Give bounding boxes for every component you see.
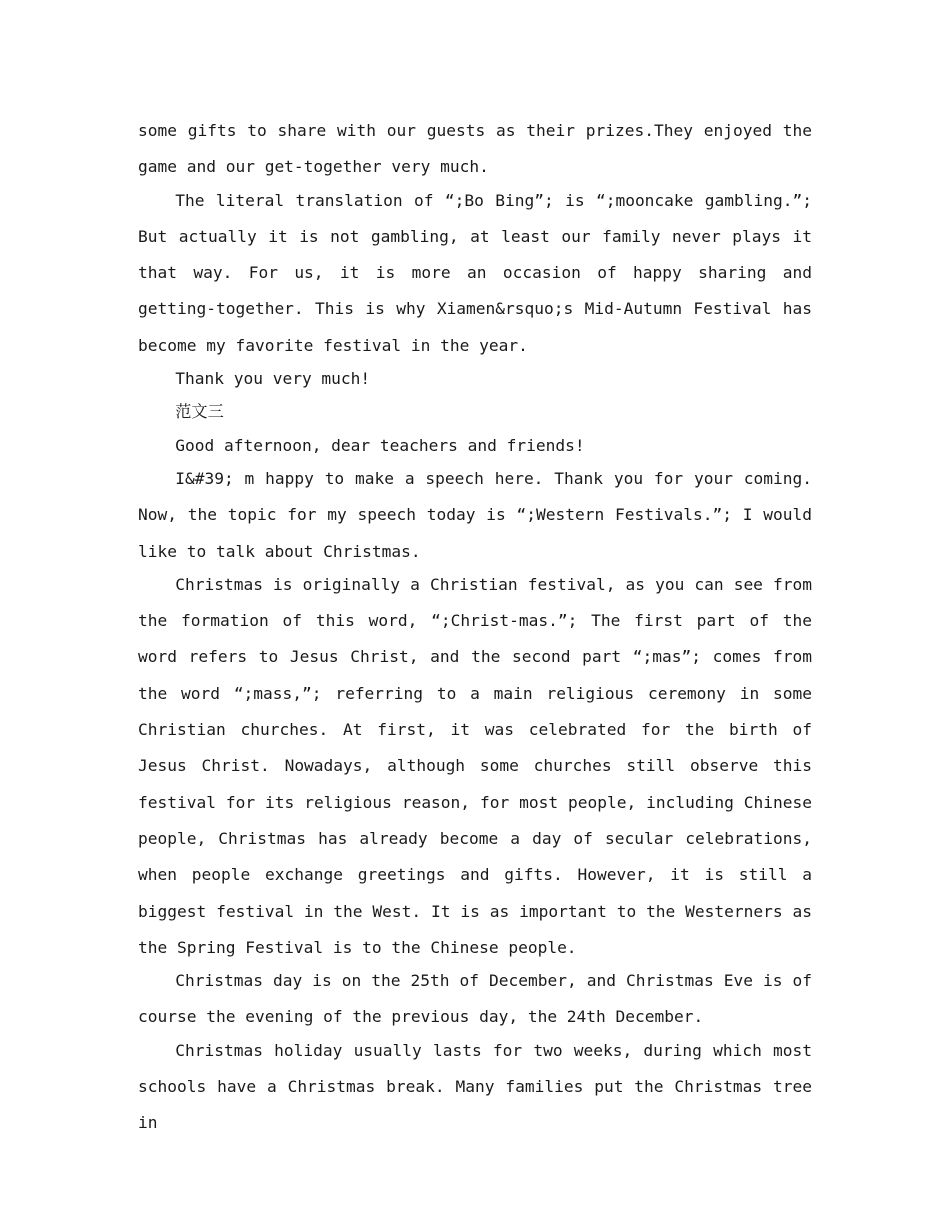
- section-heading-sample-three: 范文三: [175, 402, 224, 422]
- paragraph-thank-you: Thank you very much!: [175, 369, 371, 389]
- paragraph-christmas-origin: Christmas is originally a Christian festival, as you can see from the formation of this word, “;Christ-mas.”; The first part of the word refers to Jesus Christ, and the second part “;mas”; comes from the word “;mass,”; referring to a main religious ceremony in some Christian churches. At first, it was celebrated for the birth of Jesus Christ. Nowadays, although some churches still observe this festival for its religious reason, for most people, including Chinese people, Christmas has already become a day of secular celebrations, when people exchange greetings and gifts. However, it is still a biggest festival in the West. It is as important to the Westerners as the Spring Festival is to the Chinese people.: [138, 574, 812, 957]
- document-page: [138, 113, 812, 1142]
- paragraph-greeting: Good afternoon, dear teachers and friends!: [175, 435, 585, 455]
- paragraph-speech-topic: I&#39; m happy to make a speech here. Thank you for your coming. Now, the topic for my speech today is “;Western Festivals.”; I would like to talk about Christmas.: [138, 468, 812, 561]
- paragraph-bo-bing-translation: The literal translation of “;Bo Bing”; is “;mooncake gambling.”; But actually it is not gambling, at least our family never plays it that way. For us, it is more an occasion of happy sharing and getting-together. This is why Xiamen&rsquo;s Mid-Autumn Festival has become my favorite festival in the year.: [138, 190, 812, 355]
- paragraph-gifts-prizes: some gifts to share with our guests as their prizes.They enjoyed the game and our get-together very much.: [138, 121, 812, 177]
- paragraph-christmas-date: Christmas day is on the 25th of December, and Christmas Eve is of course the evening of the previous day, the 24th December.: [138, 971, 812, 1027]
- paragraph-christmas-holiday: Christmas holiday usually lasts for two weeks, during which most schools have a Christmas break. Many families put the Christmas tree in: [138, 1040, 812, 1133]
